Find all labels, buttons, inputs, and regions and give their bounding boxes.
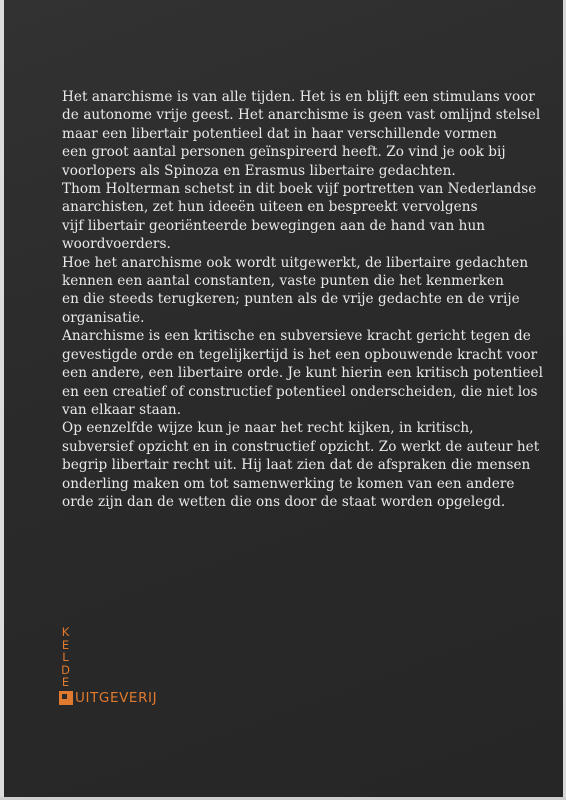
blurb-line: een groot aantal personen geïnspireerd heeft. Zo vind je ook bij: [62, 144, 506, 161]
kelder-letter: L: [62, 650, 70, 664]
blurb-line: subversief opzicht en in constructief opzicht. Zo werkt de auteur het: [62, 438, 540, 455]
blurb-line: voorlopers als Spinoza en Erasmus libertaire gedachten.: [62, 162, 456, 179]
blurb-line: begrip libertair recht uit. Hij laat zien dat de afspraken die mensen: [62, 457, 531, 474]
blurb-line: woordvoerders.: [62, 236, 171, 253]
publisher-r-mark-icon: [59, 691, 73, 705]
page-edge-left: [0, 0, 4, 800]
blurb-line: onderling maken om tot samenwerking te komen van een andere: [62, 475, 515, 492]
blurb-line: kennen een aantal constanten, vaste punten die het kenmerken: [62, 273, 504, 290]
publisher-name-row: [59, 690, 157, 706]
blurb-line: orde zijn dan de wetten die ons door de staat worden opgelegd.: [62, 493, 506, 510]
publisher-uitgeverij: UITGEVERIJ: [75, 690, 158, 706]
blurb-line: Hoe het anarchisme ook wordt uitgewerkt, de libertaire gedachten: [62, 254, 529, 271]
blurb-line: organisatie.: [62, 309, 145, 326]
blurb-line: van elkaar staan.: [62, 401, 182, 418]
blurb-line: vijf libertair georiënteerde bewegingen aan de hand van hun: [62, 217, 486, 234]
publisher-logo: [56, 626, 206, 736]
blurb-line: Het anarchisme is van alle tijden. Het is en blijft een stimulans voor: [62, 89, 535, 105]
blurb-line: maar een libertair potentieel dat in haar verschillende vormen: [62, 125, 497, 142]
blurb-line: en een creatief of constructief potentieel onderscheiden, die niet los: [62, 383, 538, 400]
blurb-line: de autonome vrije geest. Het anarchisme is geen vast omlijnd stelsel: [62, 107, 541, 124]
publisher-kelder-vertical: [56, 626, 76, 689]
kelder-letter: E: [61, 637, 71, 652]
blurb-line: anarchisten, zet hun ideeën uiteen en bespreekt vervolgens: [62, 199, 478, 216]
kelder-letter: K: [61, 625, 71, 639]
kelder-letter: E: [61, 675, 71, 689]
blurb-line: een andere, een libertaire orde. Je kunt hierin een kritisch potentieel: [62, 365, 543, 382]
blurb-line: Anarchisme is een kritische en subversieve kracht gericht tegen de: [62, 328, 531, 345]
blurb-line: Op eenzelfde wijze kun je naar het recht kijken, in kritisch,: [62, 420, 474, 437]
blurb-text: [62, 88, 543, 511]
kelder-letter: D: [61, 662, 71, 677]
blurb-line: Thom Holterman schetst in dit boek vijf portretten van Nederlandse: [62, 181, 537, 198]
blurb-line: gevestigde orde en tegelijkertijd is het een opbouwende kracht voor: [62, 346, 538, 363]
blurb-line: en die steeds terugkeren; punten als de vrije gedachte en de vrije: [62, 291, 520, 308]
